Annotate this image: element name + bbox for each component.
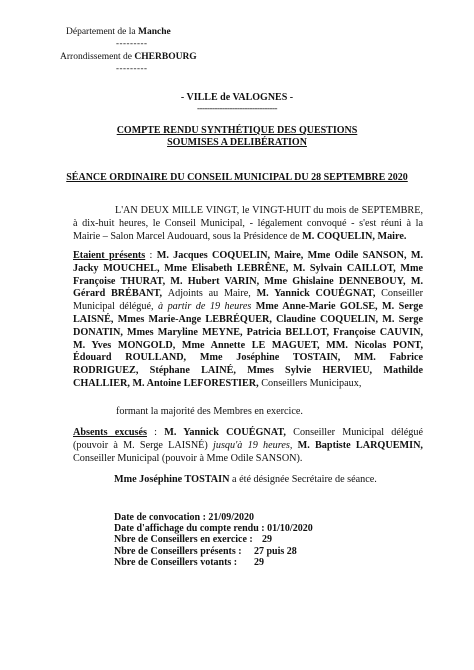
row-label: Nbre de Conseillers en exercice :: [114, 534, 253, 546]
absent-label: Absents excusés: [73, 427, 147, 438]
city-title: - VILLE de VALOGNES -: [180, 92, 294, 103]
majority-line: formant la majorité des Membres en exercice.: [116, 406, 303, 417]
absent-name-2: M. Baptiste LARQUEMIN,: [292, 439, 423, 451]
president-name: M. COQUELIN, Maire.: [302, 230, 407, 242]
secretary-name: Mme Joséphine TOSTAIN: [114, 474, 230, 485]
colon: :: [146, 427, 165, 438]
city-underline: --------------------------------: [197, 103, 277, 113]
colon: :: [145, 250, 157, 261]
conseillers-role: Conseillers Municipaux,: [258, 377, 362, 389]
row-value: 29: [254, 556, 264, 568]
row-label: Date de convocation : 21/09/2020: [114, 512, 254, 523]
posting-date: [114, 523, 313, 534]
departement-line: [66, 27, 171, 37]
intro-paragraph: [73, 205, 423, 243]
present-names-3: Mme Anne-Marie GOLSE, M. Serge LAISNÉ, Mmes Marie-Ange LEBRÉQUER, Claudine COQUELIN, M. Serge DONATIN, Mmes Maryline MEYNE, Patricia BELLOT, Françoise CAUVIN, M. Yves MONGOLD, Mme Annette LE MAGUET, MM. Nicolas PONT, Édouard ROULLAND, Mme Joséphine TOSTAIN, MM. Fabrice RODRIGUEZ, Stéphane LAINÉ, Mmes Sylvie HERVIEU, Mathilde CHALLIER, M. Antoine LEFORESTIER,: [73, 301, 423, 389]
secretary-text: a été désignée Secrétaire de séance.: [229, 474, 377, 485]
present-paragraph: [73, 250, 423, 391]
dates-block: [114, 512, 313, 568]
row-label: Date d'affichage du compte rendu : 01/10/2020: [114, 523, 313, 535]
secretary-line: [114, 474, 414, 487]
councillors-present: [114, 546, 313, 557]
session-title: SÉANCE ORDINAIRE DU CONSEIL MUNICIPAL DU 28 SEPTEMBRE 2020: [66, 172, 408, 183]
present-names-2: M. Yannick COUÉGNAT,: [256, 288, 382, 300]
report-title-line2: SOUMISES A DELIBÉRATION: [167, 137, 307, 148]
present-label: Etaient présents: [73, 250, 146, 261]
arrondissement-prefix: Arrondissement de: [60, 52, 135, 62]
delegue-role: Conseiller Municipal délégué,: [73, 288, 423, 313]
row-label: Nbre de Conseillers présents :: [114, 545, 242, 557]
convocation-date: [114, 512, 313, 523]
separator: ---------: [116, 38, 148, 48]
present-names-1: M. Jacques COQUELIN, Maire, Mme Odile SANSON, M. Jacky MOUCHEL, Mme Elisabeth LEBRÊNE, M. Sylvain CAILLOT, Mme Françoise THURAT, M. Hubert VARIN, Mme Ghislaine DENNEBOUY, M. Gérard BRÉBANT,: [73, 250, 423, 300]
absent-text-1: Conseiller Municipal délégué (pouvoir à M. Serge LAISNÉ): [73, 427, 423, 451]
departement-name: Manche: [138, 27, 171, 37]
departement-prefix: Département de la: [66, 27, 139, 37]
councillors-voting: [114, 557, 313, 568]
from-19h: à partir de 19 heures: [158, 301, 252, 313]
councillors-in-office: [114, 534, 313, 545]
arrondissement-line: [60, 52, 197, 62]
absent-paragraph: [73, 427, 423, 465]
row-value: 29: [262, 534, 272, 546]
report-title-line1: COMPTE RENDU SYNTHÉTIQUE DES QUESTIONS: [116, 125, 358, 136]
adjoints-role: Adjoints au Maire,: [167, 288, 257, 300]
row-value: 27 puis 28: [254, 545, 297, 557]
arrondissement-name: CHERBOURG: [134, 52, 197, 62]
separator: ---------: [116, 63, 148, 73]
absent-name-1: M. Yannick COUÉGNAT,: [164, 427, 286, 438]
row-label: Nbre de Conseillers votants :: [114, 556, 238, 568]
absent-text-2: Conseiller Municipal (pouvoir à Mme Odile SANSON).: [73, 452, 303, 464]
intro-text: L'AN DEUX MILLE VINGT, le VINGT-HUIT du mois de SEPTEMBRE, à dix-huit heures, le Conseil Municipal, - légalement convoqué - s'est réuni à la Mairie – Salon Marcel Audouard, sous la Présidence de: [73, 205, 423, 242]
until-19h: jusqu'à 19 heures,: [213, 439, 293, 451]
